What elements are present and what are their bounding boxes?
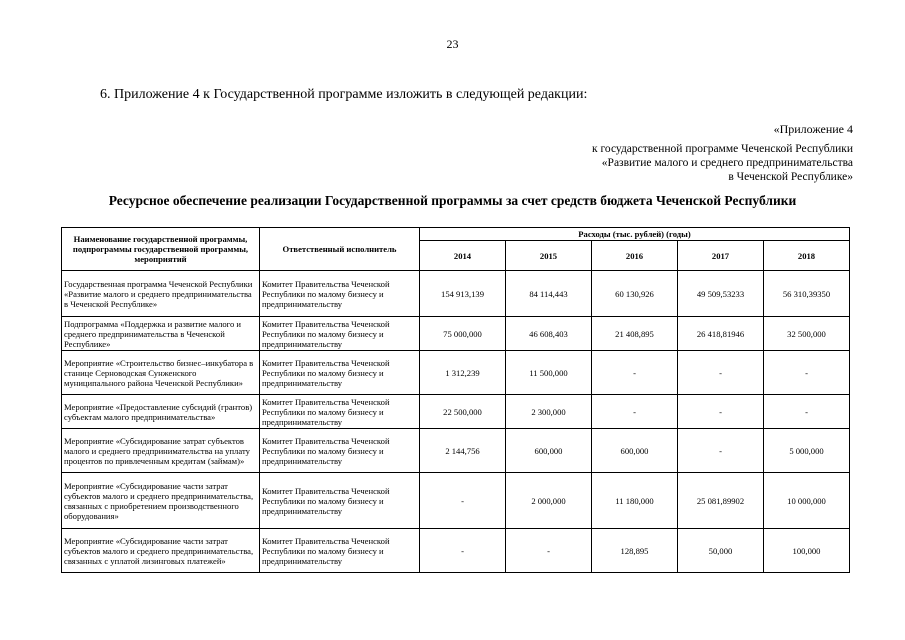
row-value: -: [420, 473, 506, 529]
header-year: 2017: [678, 241, 764, 271]
row-value: 600,000: [592, 429, 678, 473]
row-value: 21 408,895: [592, 317, 678, 351]
annex-line-2: к государственной программе Чеченской Республики: [592, 143, 853, 155]
row-value: 22 500,000: [420, 395, 506, 429]
row-value: 32 500,000: [764, 317, 850, 351]
header-year: 2016: [592, 241, 678, 271]
row-value: 60 130,926: [592, 271, 678, 317]
row-value: -: [764, 351, 850, 395]
row-value: 10 000,000: [764, 473, 850, 529]
row-executor: Комитет Правительства Чеченской Республики по малому бизнесу и предпринимательству: [260, 429, 420, 473]
row-value: 600,000: [506, 429, 592, 473]
table-row: [62, 473, 850, 529]
header-name: Наименование государственной программы, подпрограммы государственной программы, мероприятий: [62, 228, 260, 271]
row-executor: Комитет Правительства Чеченской Республики по малому бизнесу и предпринимательству: [260, 271, 420, 317]
row-name: Подпрограмма «Поддержка и развитие малого и среднего предпринимательства в Чеченской Республике»: [62, 317, 260, 351]
row-name: Мероприятие «Предоставление субсидий (грантов) субъектам малого предпринимательства»: [62, 395, 260, 429]
row-value: -: [678, 429, 764, 473]
row-value: -: [678, 395, 764, 429]
row-value: 2 300,000: [506, 395, 592, 429]
row-value: 100,000: [764, 529, 850, 573]
annex-line-4: в Чеченской Республике»: [728, 171, 853, 183]
annex-line-1: «Приложение 4: [773, 122, 853, 136]
annex-caption: [592, 122, 853, 184]
row-value: 11 180,000: [592, 473, 678, 529]
table-row: [62, 395, 850, 429]
table-row: [62, 317, 850, 351]
row-name: Мероприятие «Субсидирование части затрат субъектов малого и среднего предпринимательства, связанных с приобретением производственного оборудования»: [62, 473, 260, 529]
row-name: Мероприятие «Строительство бизнес–инкубатора в станице Серноводская Сунженского муниципального района Чеченской Республики»: [62, 351, 260, 395]
row-executor: Комитет Правительства Чеченской Республики по малому бизнесу и предпринимательству: [260, 395, 420, 429]
header-year: 2015: [506, 241, 592, 271]
row-value: 56 310,39350: [764, 271, 850, 317]
intro-text: 6. Приложение 4 к Государственной программе изложить в следующей редакции:: [100, 87, 588, 102]
row-value: 26 418,81946: [678, 317, 764, 351]
row-executor: Комитет Правительства Чеченской Республики по малому бизнесу и предпринимательству: [260, 317, 420, 351]
table-row: [62, 429, 850, 473]
row-value: 49 509,53233: [678, 271, 764, 317]
row-value: -: [764, 395, 850, 429]
row-value: 1 312,239: [420, 351, 506, 395]
row-executor: Комитет Правительства Чеченской Республики по малому бизнесу и предпринимательству: [260, 351, 420, 395]
row-value: 50,000: [678, 529, 764, 573]
row-value: -: [592, 351, 678, 395]
row-value: 25 081,89902: [678, 473, 764, 529]
header-expenses: Расходы (тыс. рублей) (годы): [420, 228, 850, 241]
table-heading: Ресурсное обеспечение реализации Государственной программы за счет средств бюджета Чеченской Республики: [108, 193, 797, 208]
row-name: Государственная программа Чеченской Республики «Развитие малого и среднего предпринимательства в Чеченской Республике»: [62, 271, 260, 317]
table-row: [62, 271, 850, 317]
row-value: 154 913,139: [420, 271, 506, 317]
header-year: 2018: [764, 241, 850, 271]
table-row: [62, 529, 850, 573]
resources-table: [61, 227, 850, 573]
annex-line-3: «Развитие малого и среднего предпринимательства: [601, 157, 853, 169]
row-value: -: [678, 351, 764, 395]
row-value: 5 000,000: [764, 429, 850, 473]
header-year: 2014: [420, 241, 506, 271]
row-value: 128,895: [592, 529, 678, 573]
row-value: -: [592, 395, 678, 429]
row-value: -: [420, 529, 506, 573]
row-name: Мероприятие «Субсидирование затрат субъектов малого и среднего предпринимательства на уплату процентов по привлеченным кредитам (займам)»: [62, 429, 260, 473]
row-value: 2 000,000: [506, 473, 592, 529]
page-number: 23: [446, 37, 459, 51]
row-executor: Комитет Правительства Чеченской Республики по малому бизнесу и предпринимательству: [260, 473, 420, 529]
header-executor: Ответственный исполнитель: [260, 228, 420, 271]
row-value: 2 144,756: [420, 429, 506, 473]
row-value: 46 608,403: [506, 317, 592, 351]
row-value: 84 114,443: [506, 271, 592, 317]
row-name: Мероприятие «Субсидирование части затрат субъектов малого и среднего предпринимательства, связанных с уплатой лизинговых платежей»: [62, 529, 260, 573]
row-value: 75 000,000: [420, 317, 506, 351]
table-row: [62, 351, 850, 395]
row-value: -: [506, 529, 592, 573]
row-value: 11 500,000: [506, 351, 592, 395]
row-executor: Комитет Правительства Чеченской Республики по малому бизнесу и предпринимательству: [260, 529, 420, 573]
